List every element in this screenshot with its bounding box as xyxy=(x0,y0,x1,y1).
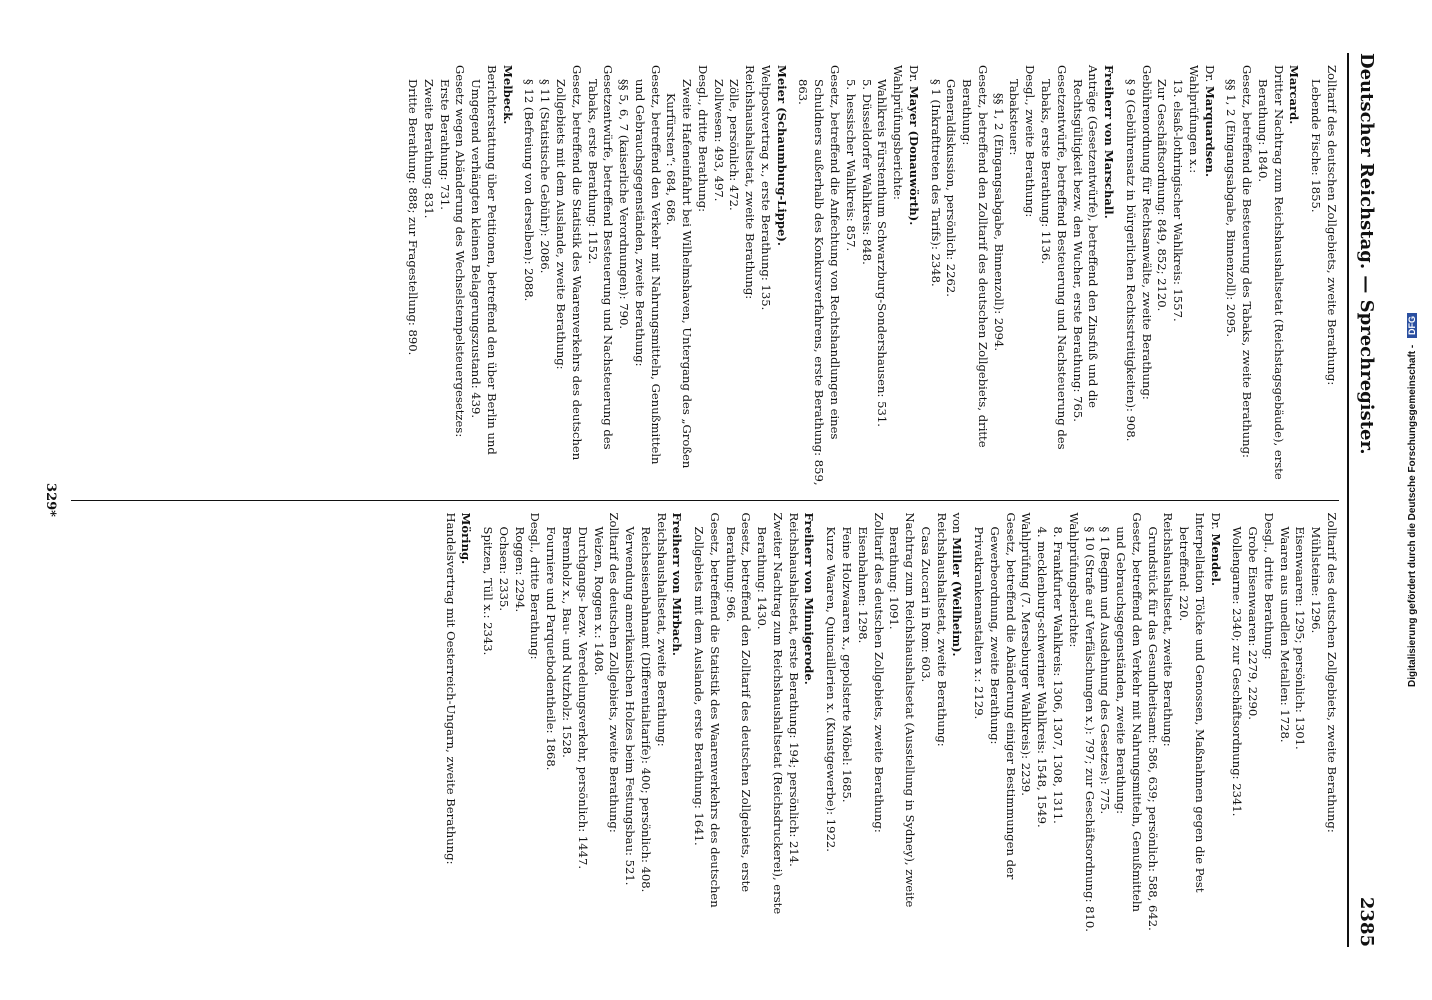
index-entry xyxy=(690,513,816,936)
index-line: Wahlprüfungen x.: xyxy=(1186,65,1201,174)
index-line: Gesetz, betreffend die Besteuerung des Tabaks, zweite Berathung: xyxy=(1240,65,1255,458)
index-entry xyxy=(795,65,921,488)
speaker-name xyxy=(949,513,965,936)
index-line: § 12 (Befreiung von derselben): 2088. xyxy=(522,79,537,302)
index-line: Desgl., zweite Berathung: xyxy=(1023,65,1038,218)
index-line: Gesetz wegen Abänderung des Wechselstempelsteuergesetzes: xyxy=(453,65,468,438)
index-line: Zolltarif des deutschen Zollgebiets, zweite Berathung: xyxy=(1325,512,1339,833)
index-line: Verwendung amerikanischen Holzes beim Festungsbau: 521. xyxy=(623,526,638,886)
index-line: Generaldiskussion, persönlich: 2262. xyxy=(944,79,959,297)
speaker-name xyxy=(1100,65,1116,488)
index-line: 13. elsaß-lothringischer Wahlkreis: 1557. xyxy=(1171,79,1186,322)
funding-note xyxy=(1407,50,1421,950)
index-line: Fourniere und Parquetbodentheile: 1868. xyxy=(544,526,559,771)
index-line: Eisenbahnen: 1298. xyxy=(855,526,870,644)
index-line: Kurze Waaren, Quincaillerien x. (Kunstgewerbe): 1922. xyxy=(824,526,839,852)
index-line: Gesetz, betreffend den Zolltarif des deutschen Zollgebiets, dritte Berathung: xyxy=(960,65,990,448)
index-entry xyxy=(1122,65,1217,488)
running-title: Deutscher Reichstag. — Sprechregister. xyxy=(1356,53,1377,455)
speaker-name xyxy=(458,513,474,936)
speaker-label: Meier (Schaumburg-Lippe). xyxy=(774,65,789,246)
index-line: §§ 5, 6, 7 (kaiserliche Verordnungen): 790. xyxy=(617,79,632,330)
speaker-label: Marcard. xyxy=(1287,65,1302,125)
index-line: Waaren aus unedlen Metallen: 1728. xyxy=(1277,526,1292,743)
speaker-label: Freiherr von Mirbach. xyxy=(670,512,685,656)
index-entry xyxy=(927,65,1116,488)
index-line: 4. mecklenburg-schweriner Wahlkreis: 1548, 1549. xyxy=(1035,526,1050,828)
index-line: Desgl., dritte Berathung: xyxy=(1261,512,1276,660)
speaker-name xyxy=(1201,65,1217,488)
index-line: Wahlprüfung (7. Merseburger Wahlkreis): 2239. xyxy=(1019,512,1034,796)
index-line: Weltpostvertrag x., erste Berathung: 135. xyxy=(758,65,773,311)
index-line: Zolltarif des deutschen Zollgebiets, zweite Berathung: xyxy=(871,512,886,833)
index-line: Spitzen, Tüll x.: 2343. xyxy=(481,526,496,656)
page-number: 2385 xyxy=(1356,896,1377,947)
index-line: Gesetz, betreffend den Zolltarif des deutschen Zollgebiets, erste Berathung: 966. xyxy=(723,512,754,893)
index-line: Dritte Berathung: 888; zur Fragestellung: 890. xyxy=(406,79,421,356)
index-line: Wahlkreis Fürstenthum Schwarzburg-Sondershausen: 531. xyxy=(875,79,890,427)
index-line: Reichshaushaltsetat, zweite Berathung: xyxy=(654,512,669,747)
index-line: Dritter Nachtrag zum Reichshaushaltsetat (Reichstagsgebäude), erste Berathung: 1840. xyxy=(1255,65,1286,480)
index-line: Mühlsteine: 1296. xyxy=(1309,526,1324,634)
index-line: § 11 (Statistische Gebühr): 2086. xyxy=(538,79,553,274)
index-line: Reichshaushaltsetat, zweite Berathung: xyxy=(934,512,949,747)
speaker-label: Freiherr von Minnigerode. xyxy=(802,512,817,685)
index-line: Erste Berathung: 731. xyxy=(437,79,452,210)
speaker-label: Melbeck. xyxy=(500,65,515,125)
speaker-label: Mayer (Donauwörth). xyxy=(906,85,921,226)
speaker-label: Marquardsen. xyxy=(1202,85,1217,178)
index-line: Gesetzentwürfe, betreffend Besteuerung und Nachsteuerung des Tabaks, erste Berathung: 1136. xyxy=(1038,65,1069,450)
index-line: 8. Frankfurter Wahlkreis: 1306, 1307, 1308, 1311. xyxy=(1050,526,1065,824)
index-line: Reichshaushaltsetat, erste Berathung: 194; persönlich: 214. xyxy=(786,512,801,867)
speaker-name xyxy=(773,65,789,488)
index-entry xyxy=(442,513,474,936)
index-line: Zur Geschäftsordnung: 849, 852; 2120. xyxy=(1155,79,1170,312)
index-column-left xyxy=(71,53,1339,500)
index-line: Reichshaushaltsetat, zweite Berathung: xyxy=(743,65,758,300)
index-line: Lebende Fische: 1855. xyxy=(1309,79,1324,213)
speaker-prefix: Dr. xyxy=(1208,512,1223,534)
index-line: Privatkrankenanstalten x.: 2129. xyxy=(972,526,987,720)
funding-note-text: Digitalisierung gefördert durch die Deutsche Forschungsgemeinschaft - xyxy=(1407,344,1418,688)
index-line: Zolltarif des deutschen Zollgebiets, zweite Berathung: xyxy=(607,512,622,833)
index-line: Tabaksteuer: xyxy=(1007,79,1022,156)
index-entry xyxy=(404,65,514,488)
speaker-label: Möring. xyxy=(459,512,474,565)
index-line: Gesetz, betreffend die Statistik des Waarenverkehrs des deutschen Zollgebiets mit dem Auslande, erste Berathung: 1641. xyxy=(692,512,722,908)
speaker-name xyxy=(669,513,685,936)
index-line: Interpellation Tölcke und Genossen, Maßnahmen gegen die Pest betreffend: 220. xyxy=(1177,512,1207,893)
index-entry xyxy=(823,513,965,936)
index-line: Nachtrag zum Reichshaushaltsetat (Ausstellung in Sydney), zweite Berathung: 1091. xyxy=(887,512,918,908)
index-line: Roggen: 2294. xyxy=(512,526,527,613)
index-line: §§ 1, 2 (Eingangsabgabe, Binnenzoll): 2094. xyxy=(991,93,1006,352)
index-entry xyxy=(1229,513,1339,936)
index-line: Zweite Hafeneinfahrt bei Wilhelmshaven, Untergang des „Großen Kurfürsten“: 684, 686. xyxy=(664,79,695,469)
index-line: 5. Düsseldorfer Wahlkreis: 848. xyxy=(859,79,874,265)
index-line: § 1 (Inkrafttreten des Tarifs): 2348. xyxy=(928,79,943,287)
index-entry xyxy=(479,513,684,936)
speaker-name xyxy=(905,65,921,488)
index-line: Zollwesen: 493, 497. xyxy=(711,79,726,202)
index-line: Gesetz, betreffend die Statistik des Waarenverkehrs des deutschen Zollgebiets mit dem Auslande, zweite Berathung: xyxy=(554,65,584,461)
index-line: Desgl., dritte Berathung: xyxy=(695,65,710,213)
index-line: Handelsvertrag mit Oesterreich-Ungarn, zweite Berathung: xyxy=(443,512,458,865)
index-line: Feine Holzwaaren x., gepolsterte Möbel: 1685. xyxy=(840,526,855,803)
index-line: Durchgangs- bezw. Veredelungsverkehr, persönlich: 1447. xyxy=(575,526,590,870)
dfg-logo: DFG xyxy=(1407,313,1417,338)
speaker-name xyxy=(1286,65,1302,488)
page-header xyxy=(1347,53,1383,947)
speaker-prefix: Dr. xyxy=(906,65,921,86)
index-line: Gesetz, betreffend die Anfechtung von Rechtshandlungen eines Schuldners außerhalb des Konkursverfahrens, erste Berathung: 859, 863. xyxy=(796,65,843,486)
index-line: Gesetzentwürfe, betreffend Besteuerung und Nachsteuerung des Tabaks, erste Berathung: 1152. xyxy=(585,65,616,450)
speaker-prefix: von xyxy=(950,512,965,538)
index-line: §§ 1, 2 (Eingangsabgabe, Binnenzoll): 2095. xyxy=(1224,79,1239,338)
index-line: Reichseisenbahnamt (Differentialtarife): 400; persönlich: 408. xyxy=(638,526,653,893)
index-columns xyxy=(71,53,1339,947)
speaker-name xyxy=(499,65,515,488)
index-line: Gesetz, betreffend den Verkehr mit Nahrungsmitteln, Genußmitteln und Gebrauchsgegenständen, zweite Berathung: xyxy=(1114,512,1144,913)
index-line: Ochsen: 2335. xyxy=(496,526,511,612)
index-entry xyxy=(521,65,789,488)
index-line: Casa Zuccari in Rom: 603. xyxy=(918,526,933,683)
speaker-name xyxy=(1207,513,1223,936)
index-line: Wahlprüfungsberichte: xyxy=(891,65,906,200)
index-line: Grobe Eisenwaaren: 2279, 2290. xyxy=(1246,526,1261,720)
signature-mark: 329* xyxy=(43,483,58,517)
index-line: Eisenwaaren: 1295; persönlich: 1301. xyxy=(1293,526,1308,750)
index-line: Zölle, persönlich: 472. xyxy=(727,79,742,211)
speaker-label: Freiherr von Marschall. xyxy=(1102,65,1117,219)
index-line: Berichterstattung über Petitionen, betreffend den über Berlin und Umgegend verhängten kleinen Belagerungszustand: 439. xyxy=(469,65,499,455)
index-line: Zweiter Nachtrag zum Reichshaushaltsetat (Reichsdruckerei), erste Berathung: 1430. xyxy=(755,512,785,915)
speaker-name xyxy=(801,513,817,936)
index-entry xyxy=(1307,65,1339,488)
index-line: Weizen, Roggen x.: 1408. xyxy=(591,526,606,676)
index-line: Anträge (Gesetzentwürfe), betreffend den Zinsfuß und die Rechtsgültigkeit bezw. den Wucher, erste Berathung: 765. xyxy=(1070,65,1101,422)
index-line: Brennholz x., Bau- und Nutzholz: 1528. xyxy=(560,526,575,758)
index-line: Zolltarif des deutschen Zollgebiets, zweite Berathung: xyxy=(1325,65,1339,386)
index-line: Zweite Berathung: 831. xyxy=(421,79,436,219)
index-line: Desgl., dritte Berathung: xyxy=(528,512,543,660)
index-line: § 9 (Gebührensatz in bürgerlichen Rechtsstreitigkeiten): 908. xyxy=(1123,79,1138,442)
speaker-label: Miller (Weilheim). xyxy=(950,537,965,657)
document-page xyxy=(31,25,1401,975)
index-line: Wahlprüfungsberichte: xyxy=(1066,512,1081,648)
index-column-right xyxy=(71,500,1339,948)
index-line: Wollengarne: 2340; zur Geschäftsordnung: 2341. xyxy=(1230,526,1245,817)
index-entry xyxy=(970,513,1222,936)
index-line: Grundstück für das Gesundheitsamt: 586, 639; persönlich: 588, 642. xyxy=(1145,526,1160,931)
index-line: § 1 (Beginn und Ausdehnung des Gesetzes): 775. xyxy=(1098,526,1113,815)
index-line: 5. hessischer Wahlkreis: 857. xyxy=(843,79,858,252)
index-line: Reichshaushaltsetat, zweite Berathung: xyxy=(1161,512,1176,747)
index-line: § 10 (Strafe auf Verfälschungen x.): 797; zur Geschäftsordnung: 810. xyxy=(1082,526,1097,932)
speaker-prefix: Dr. xyxy=(1202,65,1217,86)
index-entry xyxy=(1223,65,1302,488)
index-line: Gebührenordnung für Rechtsanwälte, zweite Berathung: xyxy=(1139,65,1154,400)
index-line: Gesetz, betreffend den Verkehr mit Nahrungsmitteln, Genußmitteln und Gebrauchsgegenständen, zweite Berathung: xyxy=(632,65,663,465)
index-line: Gesetz, betreffend die Abänderung einiger Bestimmungen der Gewerbeordnung, zweite Berathung: xyxy=(987,512,1018,880)
speaker-label: Mendel. xyxy=(1208,533,1223,586)
